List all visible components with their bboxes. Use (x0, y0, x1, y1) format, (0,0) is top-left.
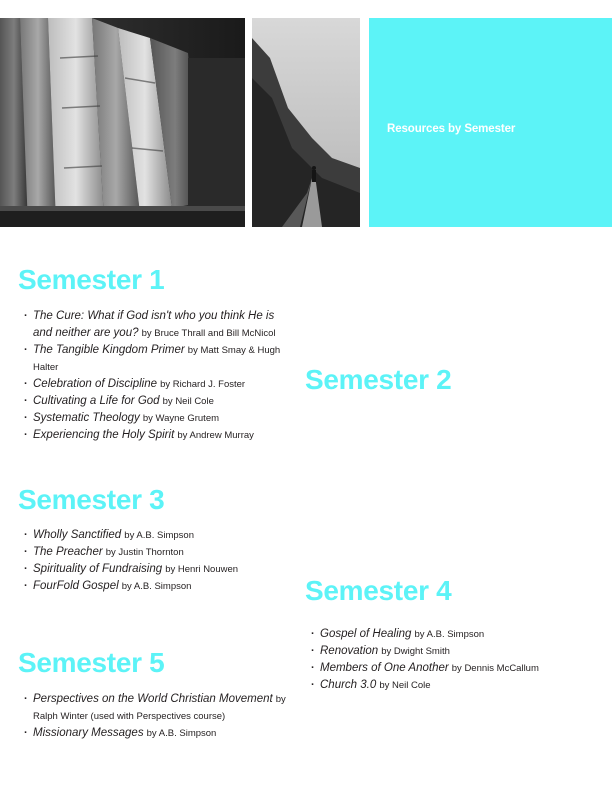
book-title: Celebration of Discipline (33, 378, 158, 390)
book-title: Wholly Sanctified (33, 529, 122, 541)
book-title: Renovation (320, 645, 379, 657)
semester-3-heading: Semester 3 (18, 484, 165, 515)
semester-5-heading: Semester 5 (18, 647, 165, 678)
mountain-path-image (252, 18, 360, 227)
book-author: by Justin Thornton (105, 547, 184, 558)
list-item (24, 308, 294, 342)
semester-5-book-list (24, 691, 294, 742)
list-item (24, 342, 294, 376)
list-item (311, 643, 601, 660)
list-item (24, 725, 294, 742)
book-title: Spirituality of Fundraising (33, 563, 163, 575)
old-books-image (0, 18, 245, 227)
book-author: by Andrew Murray (177, 430, 254, 441)
book-title: The Cure: What if God isn't who you think He is and neither are you? (33, 310, 275, 339)
book-title: Systematic Theology (33, 412, 140, 424)
book-title: FourFold Gospel (33, 580, 119, 592)
title-banner (369, 18, 612, 227)
book-author: by A.B. Simpson (146, 728, 217, 739)
list-item (311, 660, 601, 677)
semester-4-heading: Semester 4 (305, 575, 452, 606)
book-author: by Bruce Thrall and Bill McNicol (141, 328, 276, 339)
book-author: by Ralph Winter (used with Perspectives course) (33, 694, 286, 722)
list-item (24, 578, 294, 595)
semester-3-book-list (24, 527, 294, 595)
list-item (311, 677, 601, 694)
list-item (311, 626, 601, 643)
book-author: by Dwight Smith (381, 646, 450, 657)
book-title: The Tangible Kingdom Primer (33, 344, 185, 356)
list-item (24, 544, 294, 561)
book-author: by A.B. Simpson (414, 629, 485, 640)
book-title: Members of One Another (320, 662, 449, 674)
book-author: by Matt Smay & Hugh Halter (33, 345, 281, 373)
book-author: by A.B. Simpson (124, 530, 194, 541)
book-author: by Dennis McCallum (451, 663, 539, 674)
semester-2-heading: Semester 2 (305, 364, 452, 395)
book-author: by Neil Cole (162, 396, 214, 407)
list-item (24, 427, 294, 444)
list-item (24, 393, 294, 410)
book-title: Experiencing the Holy Spirit (33, 429, 175, 441)
list-item (24, 527, 294, 544)
book-title: Missionary Messages (33, 727, 144, 739)
book-author: by Neil Cole (379, 680, 431, 691)
list-item (24, 410, 294, 427)
old-books-photo (0, 18, 245, 227)
book-author: by Richard J. Foster (160, 379, 246, 390)
list-item (24, 561, 294, 578)
list-item (24, 691, 294, 725)
book-author: by Henri Nouwen (165, 564, 239, 575)
semester-4-book-list (311, 626, 601, 694)
book-title: Church 3.0 (320, 679, 377, 691)
book-author: by A.B. Simpson (121, 581, 192, 592)
banner-title: Resources by Semester (387, 123, 516, 135)
semester-1-book-list (24, 308, 294, 444)
book-title: Perspectives on the World Christian Movement (33, 693, 273, 705)
book-title: The Preacher (33, 546, 103, 558)
list-item (24, 376, 294, 393)
book-title: Gospel of Healing (320, 628, 412, 640)
mountain-path-photo (252, 18, 360, 227)
semester-1-heading: Semester 1 (18, 264, 165, 295)
book-title: Cultivating a Life for God (33, 395, 160, 407)
book-author: by Wayne Grutem (142, 413, 220, 424)
